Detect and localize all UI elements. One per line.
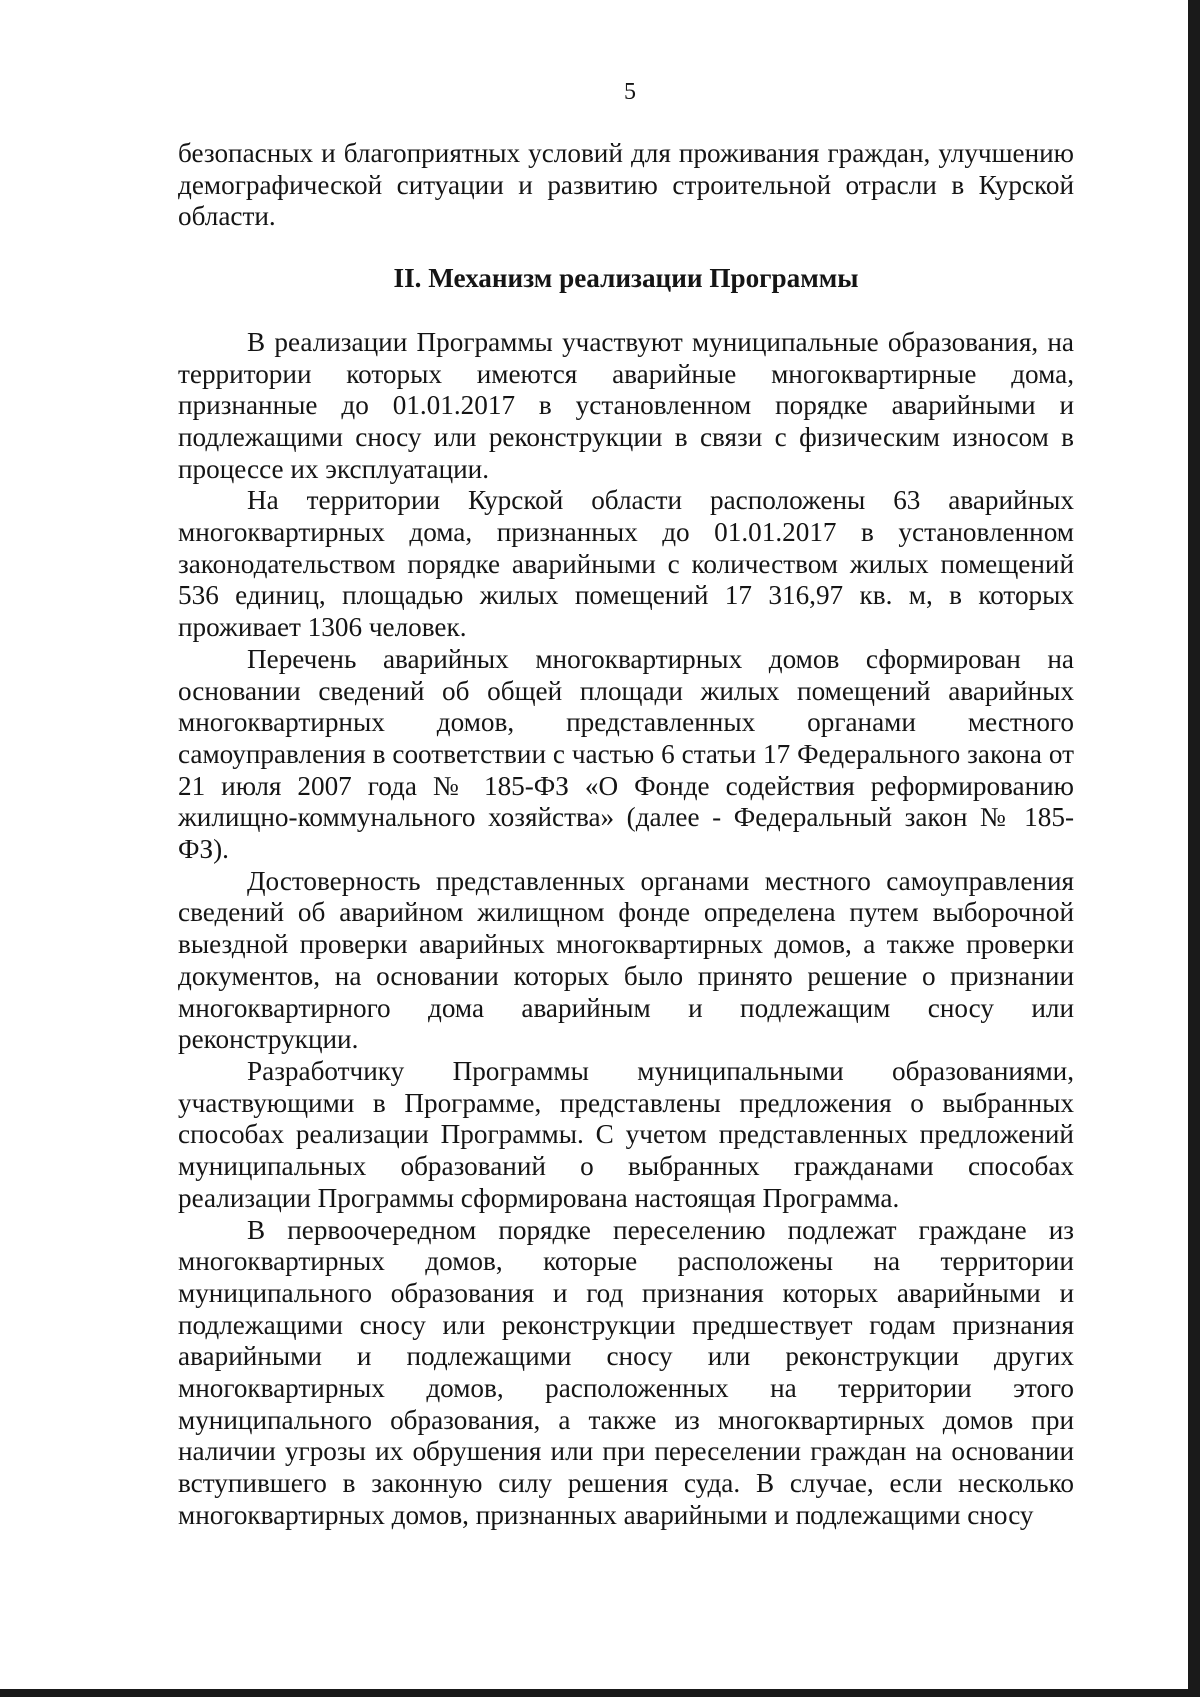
section-heading: II. Механизм реализации Программы bbox=[393, 263, 859, 294]
paragraph-statistics: На территории Курской области расположены 63 аварийных многоквартирных дома, признанных до 01.01.2017 в установленном законодательством порядке аварийными с количеством жилых помещений 536 единиц, площадью жилых помещений 17 316,97 кв. м, в которых проживает 1306 человек. bbox=[178, 485, 1074, 643]
paragraph-list-formation: Перечень аварийных многоквартирных домов сформирован на основании сведений об общей площади жилых помещений аварийных многоквартирных домов, представленных органами местного самоуправления в соответствии с частью 6 статьи 17 Федерального закона от 21 июля 2007 года № 185-ФЗ «О Фонде содействия реформированию жилищно-коммунального хозяйства» (далее - Федеральный закон № 185-ФЗ). bbox=[178, 643, 1074, 865]
scan-border-bottom bbox=[0, 1689, 1200, 1697]
intro-paragraph: безопасных и благоприятных условий для проживания граждан, улучшению демографической ситуации и развитию строительной отрасли в Курской области. bbox=[178, 138, 1074, 232]
paragraph-verification: Достоверность представленных органами местного самоуправления сведений об аварийном жилищном фонде определена путем выборочной выездной проверки аварийных многоквартирных домов, а также проверки документов, на основании которых было принято решение о признании многоквартирного дома аварийным и подлежащим сносу или реконструкции. bbox=[178, 865, 1074, 1055]
paragraph-participants: В реализации Программы участвуют муниципальные образования, на территории которых имеются аварийные многоквартирные дома, признанные до 01.01.2017 в установленном порядке аварийными и подлежащими сносу или реконструкции в связи с физическим износом в процессе их эксплуатации. bbox=[178, 326, 1074, 484]
scan-border-right bbox=[1184, 0, 1200, 1697]
paragraph-proposals: Разработчику Программы муниципальными образованиями, участвующими в Программе, представлены предложения о выбранных способах реализации Программы. С учетом представленных предложений муниципальных образований о выбранных гражданами способах реализации Программы сформирована настоящая Программа. bbox=[178, 1055, 1074, 1213]
page-number: 5 bbox=[624, 79, 636, 105]
paragraph-priority-resettlement: В первоочередном порядке переселению подлежат граждане из многоквартирных домов, которые расположены на территории муниципального образования и год признания которых аварийными и подлежащими сносу или реконструкции предшествует годам признания аварийными и подлежащими сносу или реконструкции других многоквартирных домов, расположенных на территории этого муниципального образования, а также из многоквартирных домов при наличии угрозы их обрушения или при переселении граждан на основании вступившего в законную силу решения суда. В случае, если несколько многоквартирных домов, признанных аварийными и подлежащими сносу bbox=[178, 1214, 1074, 1530]
document-body bbox=[178, 138, 1074, 1532]
